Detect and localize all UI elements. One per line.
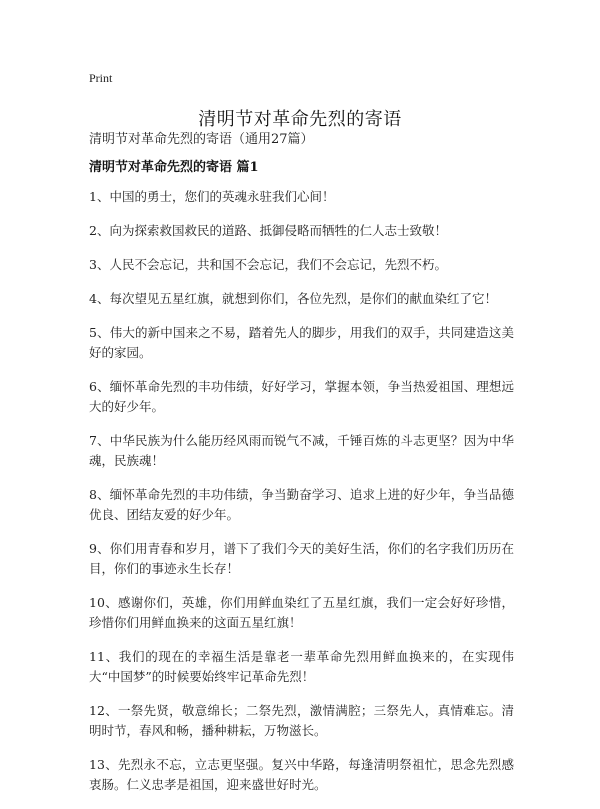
list-item: 6、缅怀革命先烈的丰功伟绩，好好学习，掌握本领，争当热爱祖国、理想远大的好少年。 xyxy=(89,379,514,414)
list-item: 9、你们用青春和岁月，谱下了我们今天的美好生活，你们的名字我们历历在目，你们的事迹永生长存！ xyxy=(89,541,514,576)
message-list xyxy=(89,187,514,809)
list-item: 11、我们的现在的幸福生活是靠老一辈革命先烈用鲜血换来的，在实现伟大“中国梦”的时候要始终牢记革命先烈！ xyxy=(89,649,514,684)
document-subtitle: 清明节对革命先烈的寄语（通用27篇） xyxy=(89,132,314,147)
list-item: 3、人民不会忘记，共和国不会忘记，我们不会忘记，先烈不朽。 xyxy=(89,257,447,272)
section-heading: 清明节对革命先烈的寄语 篇1 xyxy=(89,160,259,175)
list-item: 10、感谢你们，英雄，你们用鲜血染红了五星红旗，我们一定会好好珍惜，珍惜你们用鲜血换来的这面五星红旗！ xyxy=(89,595,514,630)
list-item: 7、中华民族为什么能历经风雨而锐气不减，千锤百炼的斗志更坚？因为中华魂，民族魂！ xyxy=(89,433,514,468)
list-item: 1、中国的勇士，您们的英魂永驻我们心间！ xyxy=(89,189,335,204)
list-item: 12、一祭先贤，敬意绵长；二祭先烈，激情满腔；三祭先人，真情难忘。清明时节，春风和畅，播种耕耘，万物滋长。 xyxy=(89,703,514,738)
list-item: 4、每次望见五星红旗，就想到你们，各位先烈，是你们的献血染红了它！ xyxy=(89,291,497,306)
list-item: 13、先烈永不忘，立志更坚强。复兴中华路，每逢清明祭祖忙，思念先烈感衷肠。仁义忠孝是祖国，迎来盛世好时光。 xyxy=(89,757,514,792)
print-label: Print xyxy=(89,71,113,85)
document-title: 清明节对革命先烈的寄语 xyxy=(198,109,402,131)
list-item: 8、缅怀革命先烈的丰功伟绩，争当勤奋学习、追求上进的好少年，争当品德优良、团结友爱的好少年。 xyxy=(89,487,514,522)
list-item: 5、伟大的新中国来之不易，踏着先人的脚步，用我们的双手，共同建造这美好的家园。 xyxy=(89,325,514,360)
list-item: 2、向为探索救国救民的道路、抵御侵略而牺牲的仁人志士致敬！ xyxy=(89,223,447,238)
